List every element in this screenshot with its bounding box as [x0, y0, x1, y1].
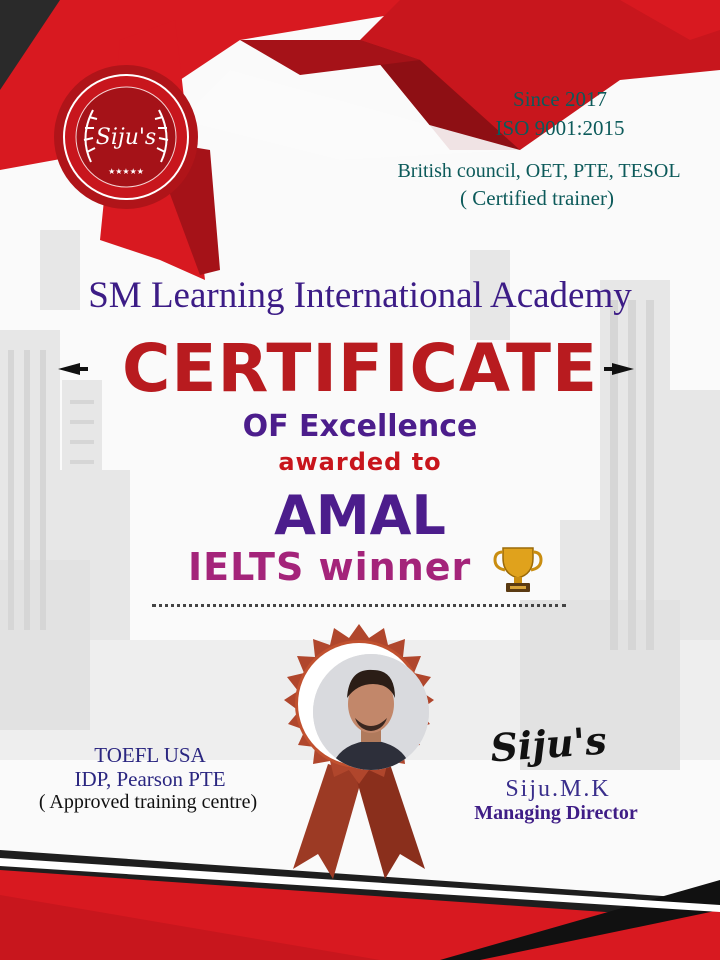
- certified-trainer: ( Certified trainer): [460, 186, 614, 210]
- logo-text: Siju's: [95, 125, 157, 150]
- academy-logo-seal: [51, 62, 201, 212]
- toefl-label: TOEFL USA: [94, 743, 206, 767]
- certificate-subtitle: OF Excellence: [242, 409, 478, 444]
- approved-centre: ( Approved training centre): [38, 791, 258, 813]
- logo-stars: ★★★★★: [108, 167, 144, 176]
- right-arrow-icon: [604, 361, 634, 377]
- academy-name: SM Learning International Academy: [88, 275, 632, 316]
- recipient-photo: [313, 654, 429, 770]
- since-year: Since 2017: [513, 87, 607, 111]
- signature-script: Siju's: [488, 717, 609, 771]
- person-silhouette-icon: [313, 654, 429, 770]
- certificate-title: CERTIFICATE: [121, 330, 599, 407]
- director-name: Siju.M.K: [505, 776, 611, 802]
- director-signature: [480, 700, 610, 780]
- trophy-icon: [493, 542, 543, 594]
- idp-label: IDP, Pearson PTE: [74, 767, 226, 791]
- accreditations: British council, OET, PTE, TESOL: [397, 160, 681, 182]
- left-arrow-icon: [58, 361, 88, 377]
- recipient-name: AMAL: [274, 484, 446, 547]
- awarded-to-label: awarded to: [278, 448, 442, 476]
- director-title: Managing Director: [474, 802, 638, 824]
- ribbon-tail-left: [293, 764, 363, 879]
- achievement-text: IELTS winner: [188, 545, 472, 589]
- dotted-divider: [152, 604, 566, 607]
- ribbon-tail-right: [355, 764, 425, 879]
- iso-certification: ISO 9001:2015: [495, 116, 625, 140]
